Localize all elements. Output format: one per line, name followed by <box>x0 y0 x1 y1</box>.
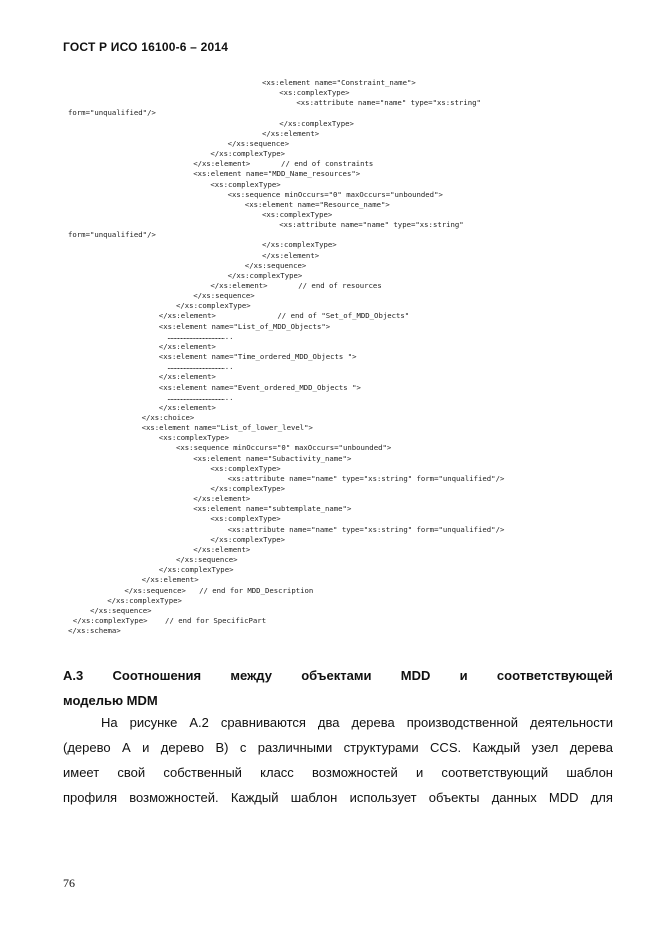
code-line: <xs:element name="MDD_Name_resources"> <box>193 169 361 179</box>
code-line: <xs:element name="Event_ordered_MDD_Objects "> <box>158 382 361 392</box>
paragraph-line: (дерево А и дерево В) с различными структурами CCS. Каждый узел дерева <box>63 740 613 755</box>
code-line: <xs:complexType> <box>158 433 230 443</box>
code-line: </xs:element> // end of resources <box>210 281 382 290</box>
page-number: 76 <box>63 876 75 890</box>
code-line: <xs:sequence minOccurs="0" maxOccurs="unbounded"> <box>227 189 443 199</box>
code-line: </xs:element> // end of "Set_of_MDD_Objects" <box>158 311 410 321</box>
code-line: <xs:attribute name="name" type="xs:string" <box>296 98 481 108</box>
code-line: </xs:sequence> // end for MDD_Description <box>124 585 314 595</box>
section-number: А.3 <box>63 668 84 683</box>
code-line: <xs:element name="Subactivity_name"> <box>193 453 352 463</box>
code-line: <xs:complexType> <box>210 514 281 524</box>
code-line: <xs:element name="subtemplate_name"> <box>193 504 352 514</box>
code-line: </xs:element> <box>141 575 199 585</box>
code-line: </xs:element> // end of constraints <box>193 159 374 169</box>
code-line: </xs:element> <box>193 494 251 504</box>
code-line: </xs:complexType> <box>227 270 303 280</box>
section-title-word: между <box>230 668 272 683</box>
code-line: <xs:attribute name="name" type="xs:string" form="unqualified"/> <box>227 524 505 534</box>
section-title-word: и <box>459 668 468 683</box>
code-line: </xs:sequence> <box>193 291 255 301</box>
code-line: <xs:attribute name="name" type="xs:string" <box>279 220 464 230</box>
code-line: </xs:complexType> <box>176 301 251 311</box>
code-line: </xs:sequence> <box>244 260 307 270</box>
code-line: </xs:complexType> <box>158 565 234 575</box>
code-line: </xs:complexType> <box>210 484 286 493</box>
code-line: <xs:element name="Constraint_name"> <box>262 78 416 87</box>
code-line: </xs:element> <box>262 128 320 138</box>
code-line: <xs:complexType> <box>279 88 350 98</box>
code-line: </xs:element> <box>193 544 251 554</box>
code-line: </xs:element> <box>158 372 216 382</box>
paragraph-line: На рисунке А.2 сравниваются два дерева производственной деятельности <box>101 715 613 730</box>
code-line: form="unqualified"/> <box>68 108 156 118</box>
code-line: </xs:complexType> <box>210 149 286 159</box>
code-line: </xs:choice> <box>141 412 195 422</box>
body-paragraph <box>63 710 613 810</box>
code-line: </xs:complexType> <box>107 595 182 605</box>
code-line: </xs:element> <box>262 250 320 260</box>
code-line: </xs:element> <box>158 341 216 351</box>
code-line: <xs:complexType> <box>210 179 281 189</box>
section-title-word: соответствующей <box>496 668 613 683</box>
code-line: <xs:sequence minOccurs="0" maxOccurs="unbounded"> <box>176 443 392 453</box>
code-line: <xs:attribute name="name" type="xs:string" form="unqualified"/> <box>227 473 505 483</box>
code-line: </xs:sequence> <box>227 138 290 148</box>
code-line: form="unqualified"/> <box>68 230 156 240</box>
code-line: <xs:element name="List_of_lower_level"> <box>141 423 313 433</box>
section-title-word: объектами <box>301 668 372 683</box>
code-line: <xs:complexType> <box>262 209 333 219</box>
document-header: ГОСТ Р ИСО 16100-6 – 2014 <box>63 40 229 54</box>
section-heading-line-2: моделью MDM <box>63 693 158 708</box>
code-line: <xs:element name="List_of_MDD_Objects"> <box>158 321 331 331</box>
code-line: ………………………………….. <box>158 392 234 402</box>
code-line: <xs:element name="Resource_name"> <box>244 199 390 209</box>
code-line: <xs:complexType> <box>210 463 281 473</box>
paragraph-line: имеет свой собственный класс возможностей и соответствующий шаблон <box>63 765 613 780</box>
code-line: </xs:complexType> <box>279 118 354 128</box>
code-line: </xs:element> <box>158 402 216 412</box>
section-title-word: Соотношения <box>112 668 202 683</box>
section-heading-line-1 <box>63 663 613 688</box>
code-line: ………………………………….. <box>158 362 234 372</box>
code-line: </xs:complexType> <box>210 534 286 544</box>
code-line: ………………………………….. <box>158 331 234 341</box>
paragraph-line: профиля возможностей. Каждый шаблон использует объекты данных MDD для <box>63 790 613 805</box>
section-heading <box>63 663 613 713</box>
code-line: </xs:sequence> <box>90 605 152 615</box>
section-title-word: MDD <box>400 668 431 683</box>
code-line: </xs:sequence> <box>176 555 238 565</box>
code-line: </xs:schema> <box>68 626 121 636</box>
code-line: </xs:complexType> // end for SpecificPart <box>72 615 267 625</box>
code-line: </xs:complexType> <box>262 240 337 250</box>
code-line: <xs:element name="Time_ordered_MDD_Objects "> <box>158 352 357 362</box>
